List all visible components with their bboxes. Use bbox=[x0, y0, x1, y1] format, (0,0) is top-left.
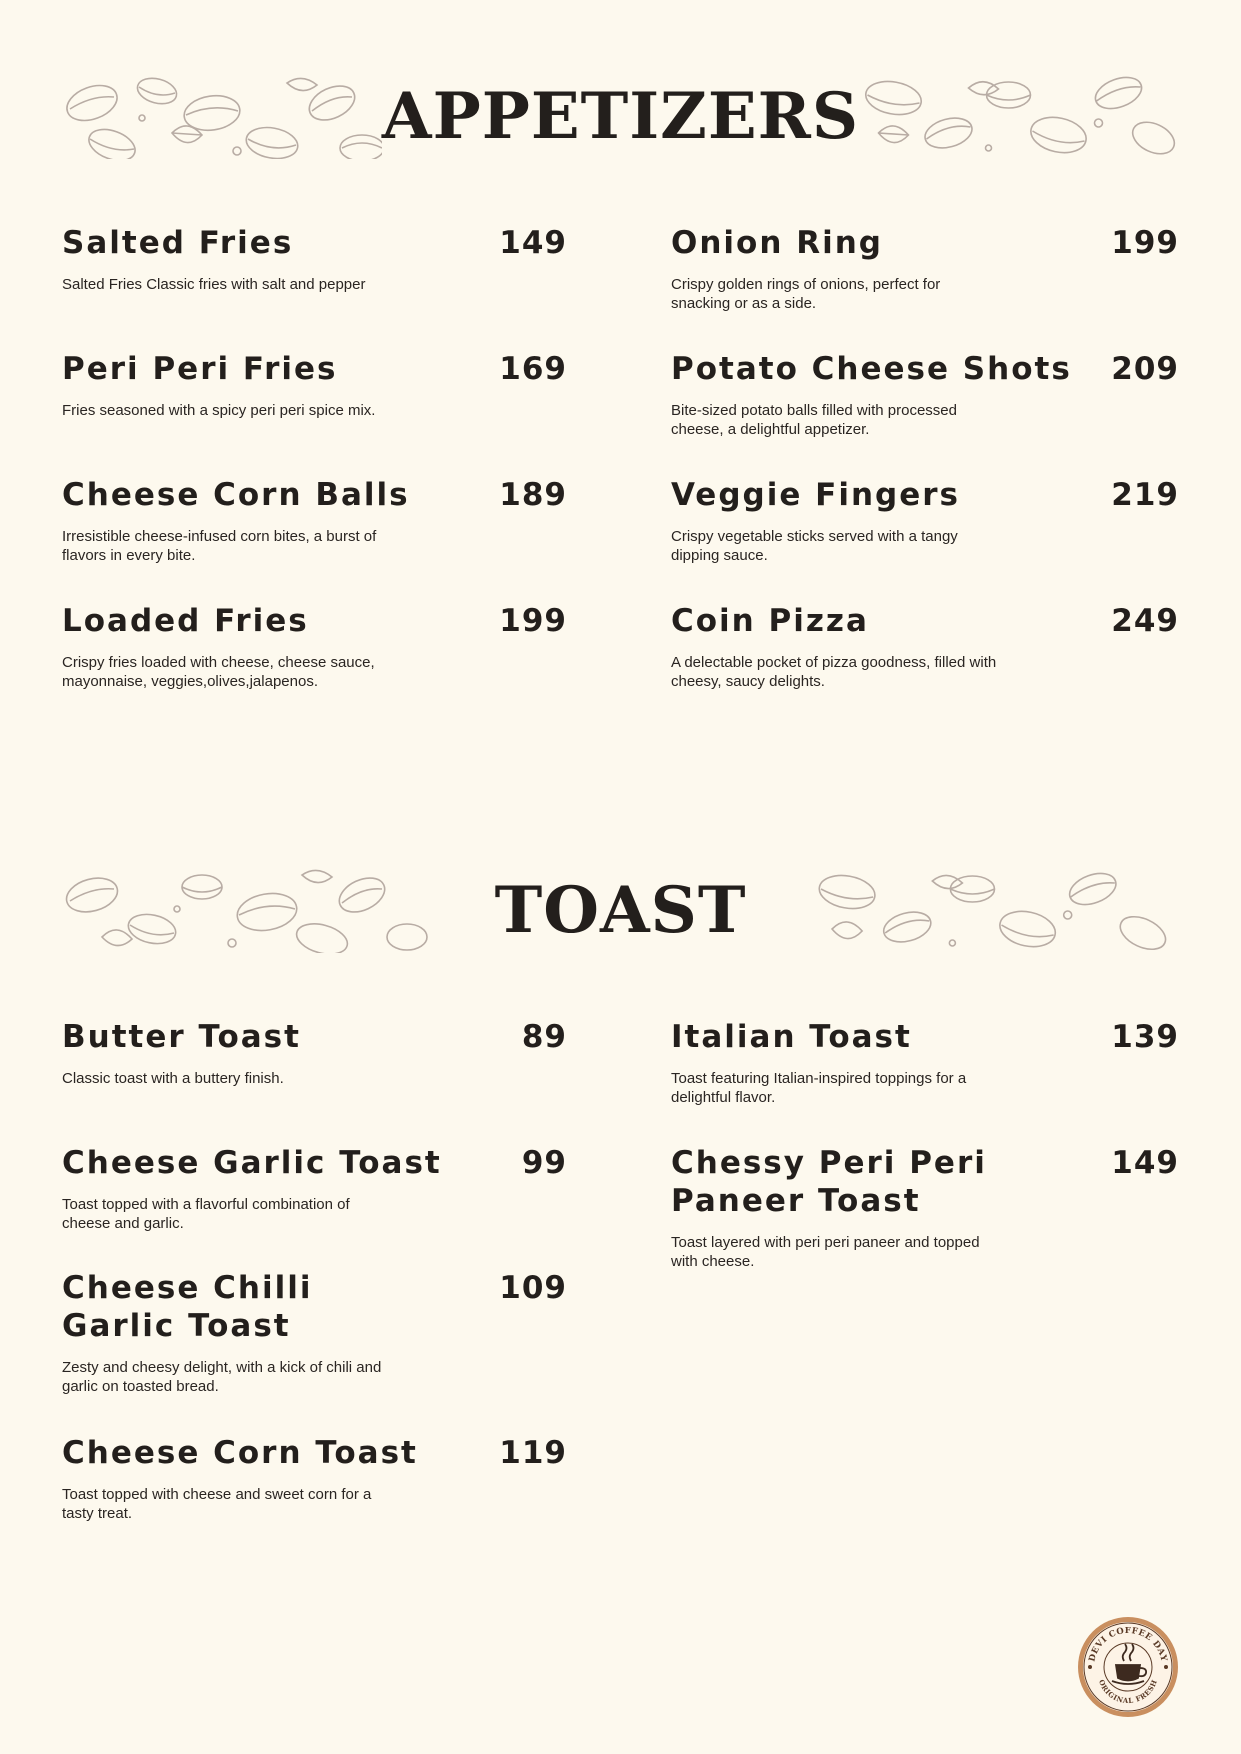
item-price: 99 bbox=[521, 1145, 567, 1181]
item-name: Chessy Peri Peri Paneer Toast bbox=[671, 1145, 987, 1219]
item-name: Cheese Garlic Toast bbox=[62, 1145, 442, 1181]
section-title-appetizers: APPETIZERS bbox=[381, 78, 860, 154]
menu-item bbox=[62, 1269, 567, 1434]
toast-left-column bbox=[62, 1018, 567, 1560]
coffee-bean-pattern-right bbox=[858, 73, 1179, 159]
menu-item bbox=[62, 476, 567, 602]
item-name: Cheese Chilli Garlic Toast bbox=[62, 1270, 313, 1344]
menu-item bbox=[671, 224, 1179, 350]
item-description: Toast topped with cheese and sweet corn for a tasty treat. bbox=[62, 1486, 372, 1522]
item-name: Cheese Corn Balls bbox=[62, 477, 410, 513]
menu-item bbox=[671, 1144, 1179, 1309]
coffee-bean-icon bbox=[812, 867, 1179, 953]
menu-item bbox=[62, 1434, 567, 1560]
item-price: 149 bbox=[499, 225, 567, 261]
item-price: 199 bbox=[499, 603, 567, 639]
coffee-bean-icon bbox=[858, 73, 1179, 159]
item-name: Peri Peri Fries bbox=[62, 351, 338, 387]
item-price: 189 bbox=[499, 477, 567, 513]
item-description: Salted Fries Classic fries with salt and pepper bbox=[62, 276, 366, 293]
coffee-bean-pattern-right bbox=[812, 867, 1179, 953]
item-name: Potato Cheese Shots bbox=[671, 351, 1072, 387]
brand-logo bbox=[1076, 1615, 1180, 1719]
item-description: Crispy fries loaded with cheese, cheese sauce, mayonnaise, veggies,olives,jalapenos. bbox=[62, 654, 375, 690]
section-title-toast: TOAST bbox=[494, 872, 747, 948]
item-price: 89 bbox=[521, 1019, 567, 1055]
item-name: Onion Ring bbox=[671, 225, 883, 261]
logo-bottom-text: ORIGINAL FRESH bbox=[1096, 1678, 1160, 1706]
item-description: Toast topped with a flavorful combination of cheese and garlic. bbox=[62, 1196, 350, 1232]
item-price: 109 bbox=[499, 1270, 567, 1306]
menu-item bbox=[62, 350, 567, 476]
menu-item bbox=[62, 602, 567, 728]
appetizers-right-column bbox=[671, 224, 1179, 728]
item-name: Butter Toast bbox=[62, 1019, 301, 1055]
item-description: Crispy golden rings of onions, perfect for snacking or as a side. bbox=[671, 276, 941, 312]
item-description: Toast featuring Italian-inspired toppings for a delightful flavor. bbox=[671, 1070, 967, 1106]
item-description: Bite-sized potato balls filled with processed cheese, a delightful appetizer. bbox=[671, 402, 957, 438]
item-price: 149 bbox=[1111, 1145, 1179, 1181]
item-price: 199 bbox=[1111, 225, 1179, 261]
item-name: Salted Fries bbox=[62, 225, 294, 261]
menu-item bbox=[62, 224, 567, 350]
appetizers-header bbox=[62, 73, 1179, 159]
menu-item bbox=[671, 602, 1179, 728]
item-description: Zesty and cheesy delight, with a kick of chili and garlic on toasted bread. bbox=[62, 1359, 382, 1395]
menu-item bbox=[62, 1018, 567, 1144]
item-name: Coin Pizza bbox=[671, 603, 869, 639]
item-price: 139 bbox=[1111, 1019, 1179, 1055]
item-description: Toast layered with peri peri paneer and topped with cheese. bbox=[671, 1234, 980, 1270]
menu-item bbox=[671, 476, 1179, 602]
item-price: 169 bbox=[499, 351, 567, 387]
item-description: Classic toast with a buttery finish. bbox=[62, 1070, 284, 1087]
item-name: Loaded Fries bbox=[62, 603, 309, 639]
appetizers-left-column bbox=[62, 224, 567, 728]
menu-item bbox=[671, 350, 1179, 476]
item-price: 219 bbox=[1111, 477, 1179, 513]
item-name: Veggie Fingers bbox=[671, 477, 960, 513]
menu-item bbox=[671, 1018, 1179, 1144]
item-description: Crispy vegetable sticks served with a tangy dipping sauce. bbox=[671, 528, 958, 564]
menu-item bbox=[62, 1144, 567, 1269]
item-price: 209 bbox=[1111, 351, 1179, 387]
item-name: Italian Toast bbox=[671, 1019, 912, 1055]
item-name: Cheese Corn Toast bbox=[62, 1435, 418, 1471]
toast-header bbox=[62, 867, 1179, 953]
logo-top-text: DEVI COFFEE DAY bbox=[1087, 1625, 1169, 1663]
item-price: 249 bbox=[1111, 603, 1179, 639]
item-description: A delectable pocket of pizza goodness, filled with cheesy, saucy delights. bbox=[671, 654, 997, 690]
item-description: Irresistible cheese-infused corn bites, a burst of flavors in every bite. bbox=[62, 528, 377, 564]
toast-right-column bbox=[671, 1018, 1179, 1309]
item-description: Fries seasoned with a spicy peri peri spice mix. bbox=[62, 402, 376, 419]
item-price: 119 bbox=[499, 1435, 567, 1471]
